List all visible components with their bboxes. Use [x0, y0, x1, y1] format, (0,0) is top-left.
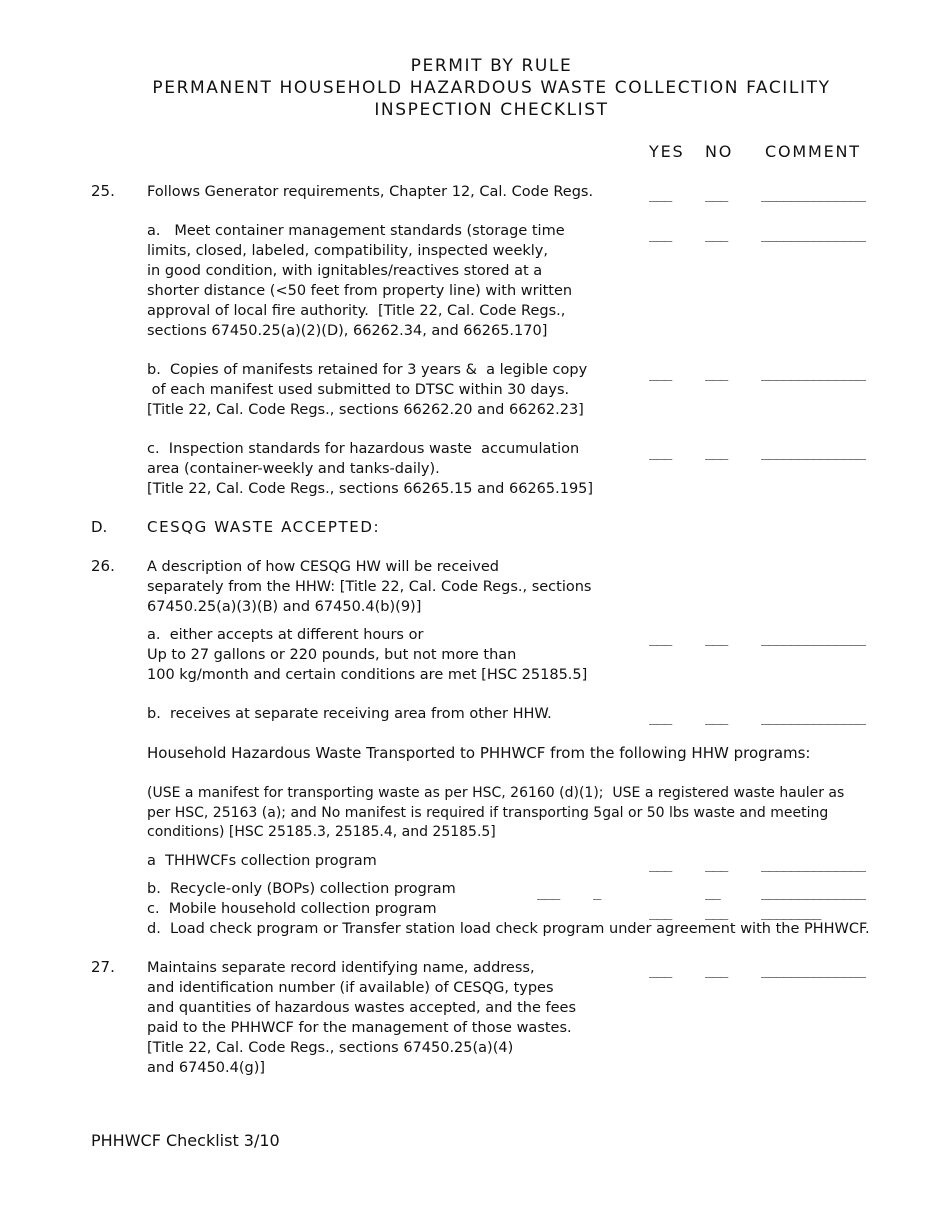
no-column-header: NO: [705, 142, 734, 161]
item-25b-yes-blank[interactable]: ___: [649, 365, 672, 381]
item-25-text: Follows Generator requirements, Chapter 12, Cal. Code Regs.: [147, 184, 594, 200]
item-25c-no-blank[interactable]: ___: [705, 444, 728, 460]
program-b-comment-blank[interactable]: ______________: [761, 884, 866, 900]
item-25a-no-blank[interactable]: ___: [705, 226, 728, 242]
program-a-no-blank[interactable]: ___: [705, 856, 728, 872]
program-c-yes-blank[interactable]: ___: [649, 904, 672, 920]
item-25b-text: b. Copies of manifests retained for 3 years & a legible copy of each manifest used submitted to DTSC within 30 days. [Title 22, Cal. Code Regs., sections 66262.20 and 66262.23]: [147, 362, 588, 418]
program-b-no-blank[interactable]: __: [705, 884, 720, 900]
program-b-yes-blank[interactable]: ___: [537, 884, 560, 900]
yes-column-header: YES: [649, 142, 685, 161]
item-25a-yes-blank[interactable]: ___: [649, 226, 672, 242]
item-26b-text: b. receives at separate receiving area from other HHW.: [147, 706, 552, 722]
doc-title-line1: PERMIT BY RULE: [410, 56, 573, 76]
item-26-number: 26.: [91, 557, 115, 575]
section-d-letter: D.: [91, 518, 108, 536]
program-a-text: a THHWCFs collection program: [147, 853, 377, 869]
section-d-title: CESQG WASTE ACCEPTED:: [147, 518, 381, 536]
item-25a-text: a. Meet container management standards (storage time limits, closed, labeled, compatibility, inspected weekly, in good condition, with ignitables/reactives stored at a shorter distance (<50 feet from property line) with written approval of local fire authority. [Title 22, Cal. Code Regs., sections 67450.25(a)(2)(D), 66262.34, and 66265.170]: [147, 223, 573, 339]
item-27-no-blank[interactable]: ___: [705, 962, 728, 978]
item-25-yes-blank[interactable]: ___: [649, 186, 672, 202]
item-27-comment-blank[interactable]: ______________: [761, 962, 866, 978]
item-27-yes-blank[interactable]: ___: [649, 962, 672, 978]
item-27-number: 27.: [91, 958, 115, 976]
item-26b-yes-blank[interactable]: ___: [649, 709, 672, 725]
item-25c-yes-blank[interactable]: ___: [649, 444, 672, 460]
manifest-note: (USE a manifest for transporting waste as per HSC, 26160 (d)(1); USE a registered waste hauler as per HSC, 25163 (a); and No manifest is required if transporting 5gal or 50 lbs waste and meeting conditions) [HSC 25185.3, 25185.4, and 25185.5]: [147, 785, 845, 840]
item-26-text: A description of how CESQG HW will be received separately from the HHW: [Title 22, Cal. Code Regs., sections 67450.25(a)(3)(B) and 67450.4(b)(9)]: [147, 559, 592, 615]
doc-title-line2: PERMANENT HOUSEHOLD HAZARDOUS WASTE COLLECTION FACILITY: [152, 78, 831, 98]
hhw-programs-heading: Household Hazardous Waste Transported to PHHWCF from the following HHW programs:: [147, 744, 811, 762]
item-26a-comment-blank[interactable]: ______________: [761, 630, 866, 646]
item-25-number: 25.: [91, 182, 115, 200]
item-25-comment-blank[interactable]: ______________: [761, 186, 866, 202]
comment-column-header: COMMENT: [765, 142, 861, 161]
item-25a-comment-blank[interactable]: ______________: [761, 226, 866, 242]
item-26a-no-blank[interactable]: ___: [705, 630, 728, 646]
item-27-text: Maintains separate record identifying name, address, and identification number (if available) of CESQG, types and quantities of hazardous wastes accepted, and the fees paid to the PHHWCF for the management of those wastes. [Title 22, Cal. Code Regs., sections 67450.25(a)(4) and 67450.4(g)]: [147, 960, 577, 1076]
item-25b-comment-blank[interactable]: ______________: [761, 365, 866, 381]
item-26b-no-blank[interactable]: ___: [705, 709, 728, 725]
program-a-comment-blank[interactable]: ______________: [761, 856, 866, 872]
item-26b-comment-blank[interactable]: ______________: [761, 709, 866, 725]
doc-title-line3: INSPECTION CHECKLIST: [374, 100, 609, 120]
program-b-mark-blank[interactable]: _: [593, 884, 601, 900]
program-b-text: b. Recycle-only (BOPs) collection program: [147, 881, 456, 897]
item-25c-comment-blank[interactable]: ______________: [761, 444, 866, 460]
program-d-text: d. Load check program or Transfer station load check program under agreement with the PHHWCF.: [147, 921, 870, 937]
program-c-text: c. Mobile household collection program: [147, 901, 437, 917]
item-25b-no-blank[interactable]: ___: [705, 365, 728, 381]
item-26a-yes-blank[interactable]: ___: [649, 630, 672, 646]
page-footer: PHHWCF Checklist 3/10: [91, 1131, 280, 1150]
program-a-yes-blank[interactable]: ___: [649, 856, 672, 872]
program-c-comment-blank[interactable]: ________: [761, 904, 821, 920]
program-c-no-blank[interactable]: ___: [705, 904, 728, 920]
item-25-no-blank[interactable]: ___: [705, 186, 728, 202]
item-26a-text: a. either accepts at different hours or Up to 27 gallons or 220 pounds, but not more than 100 kg/month and certain conditions are met [HSC 25185.5]: [147, 627, 588, 683]
item-25c-text: c. Inspection standards for hazardous waste accumulation area (container-weekly and tanks-daily). [Title 22, Cal. Code Regs., sections 66265.15 and 66265.195]: [147, 441, 594, 497]
